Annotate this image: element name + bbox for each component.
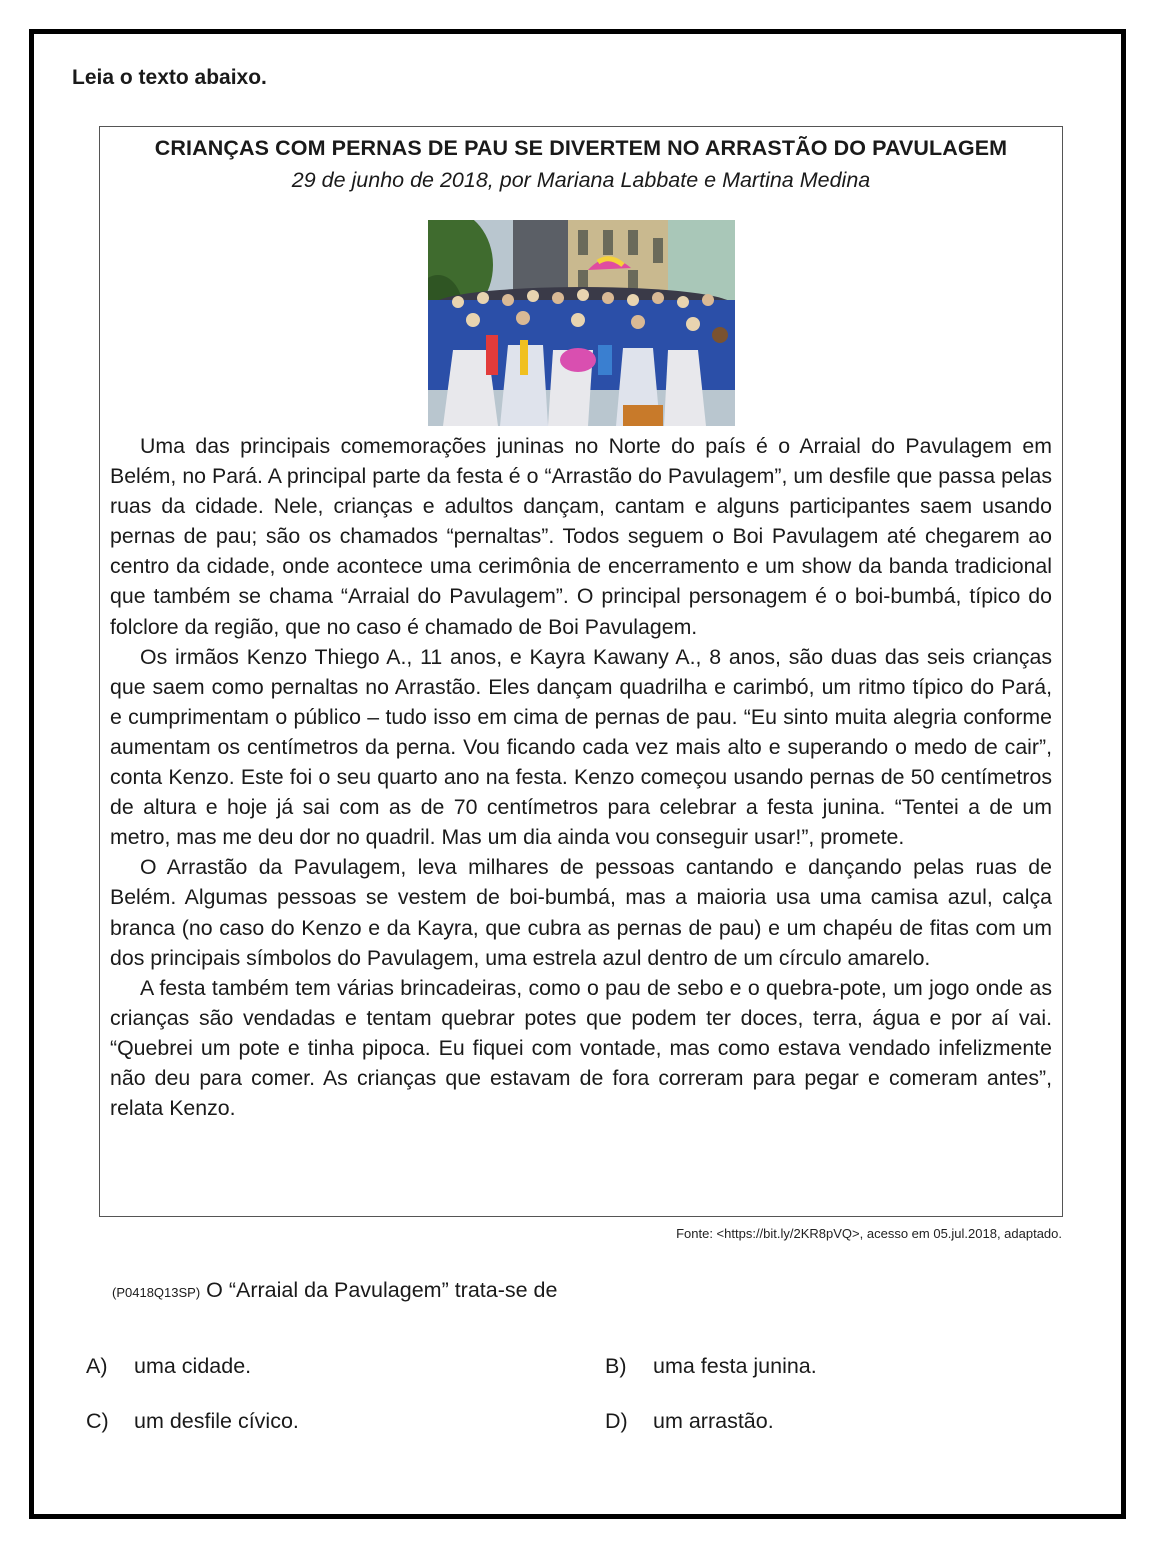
option-letter: A) xyxy=(86,1354,108,1378)
instruction-text: Leia o texto abaixo. xyxy=(72,66,267,89)
option-letter: D) xyxy=(605,1409,628,1433)
option-c[interactable] xyxy=(86,1409,299,1434)
article-paragraph: Os irmãos Kenzo Thiego A., 11 anos, e Kayra Kawany A., 8 anos, são duas das seis crianças que saem como pernaltas no Arrastão. Eles dançam quadrilha e carimbó, um ritmo típico do Pará, e cumprimentam o público – tudo isso em cima de pernas de pau. “Eu sinto muita alegria conforme aumentam os centímetros da perna. Vou ficando cada vez mais alto e superando o medo de cair”, conta Kenzo. Este foi o seu quarto ano na festa. Kenzo começou usando pernas de 50 centímetros de altura e hoje já sai com as de 70 centímetros para celebrar a festa junina. “Tentei a de um metro, mas me deu dor no quadril. Mas um dia ainda vou conseguir usar!”, promete. xyxy=(110,644,1052,850)
option-letter: C) xyxy=(86,1409,109,1433)
article-byline: 29 de junho de 2018, por Mariana Labbate e Martina Medina xyxy=(291,168,871,192)
article-box xyxy=(99,126,1063,1217)
festival-photo xyxy=(428,220,735,426)
question-text: O “Arraial da Pavulagem” trata-se de xyxy=(206,1278,558,1302)
article-paragraph: O Arrastão da Pavulagem, leva milhares de pessoas cantando e dançando pelas ruas de Belém. Algumas pessoas se vestem de boi-bumbá, mas a maioria usa uma camisa azul, calça branca (no caso do Kenzo e da Kayra, que cubra as pernas de pau) e um chapéu de fitas com um dos principais símbolos do Pavulagem, uma estrela azul dentro de um círculo amarelo. xyxy=(110,855,1052,970)
option-b[interactable] xyxy=(605,1354,817,1379)
article-paragraph: Uma das principais comemorações juninas no Norte do país é o Arraial do Pavulagem em Belém, no Pará. A principal parte da festa é o “Arrastão do Pavulagem”, um desfile que passa pelas ruas da cidade. Nele, crianças e adultos dançam, cantam e alguns participantes saem usando pernas de pau; são os chamados “pernaltas”. Todos seguem o Boi Pavulagem até chegarem ao centro da cidade, onde acontece uma cerimônia de encerramento e um show da banda tradicional que também se chama “Arraial do Pavulagem”. O principal personagem é o boi-bumbá, típico do folclore da região, que no caso é chamado de Boi Pavulagem. xyxy=(110,434,1052,639)
option-text: uma cidade. xyxy=(134,1354,252,1378)
option-d[interactable] xyxy=(605,1409,774,1434)
article-paragraph: A festa também tem várias brincadeiras, como o pau de sebo e o quebra-pote, um jogo onde as crianças são vendadas e tentam quebrar potes que podem ter doces, terra, água e por aí vai. “Quebrei um pote e tinha pipoca. Eu fiquei com vontade, mas como estava vendado infelizmente não deu para comer. As crianças que estavam de fora correram para pegar e comeram antes”, relata Kenzo. xyxy=(110,975,1052,1121)
question-code: (P0418Q13SP) xyxy=(112,1285,201,1300)
option-text: uma festa junina. xyxy=(653,1354,817,1378)
article-title: CRIANÇAS COM PERNAS DE PAU SE DIVERTEM NO ARRASTÃO DO PAVULAGEM xyxy=(154,136,1008,160)
option-a[interactable] xyxy=(86,1354,251,1379)
source-citation: Fonte: <https://bit.ly/2KR8pVQ>, acesso em 05.jul.2018, adaptado. xyxy=(676,1226,1062,1241)
article-body xyxy=(110,431,1052,1123)
option-text: um desfile cívico. xyxy=(134,1409,299,1433)
option-letter: B) xyxy=(605,1354,627,1378)
option-text: um arrastão. xyxy=(653,1409,774,1433)
question-stem xyxy=(112,1278,557,1303)
